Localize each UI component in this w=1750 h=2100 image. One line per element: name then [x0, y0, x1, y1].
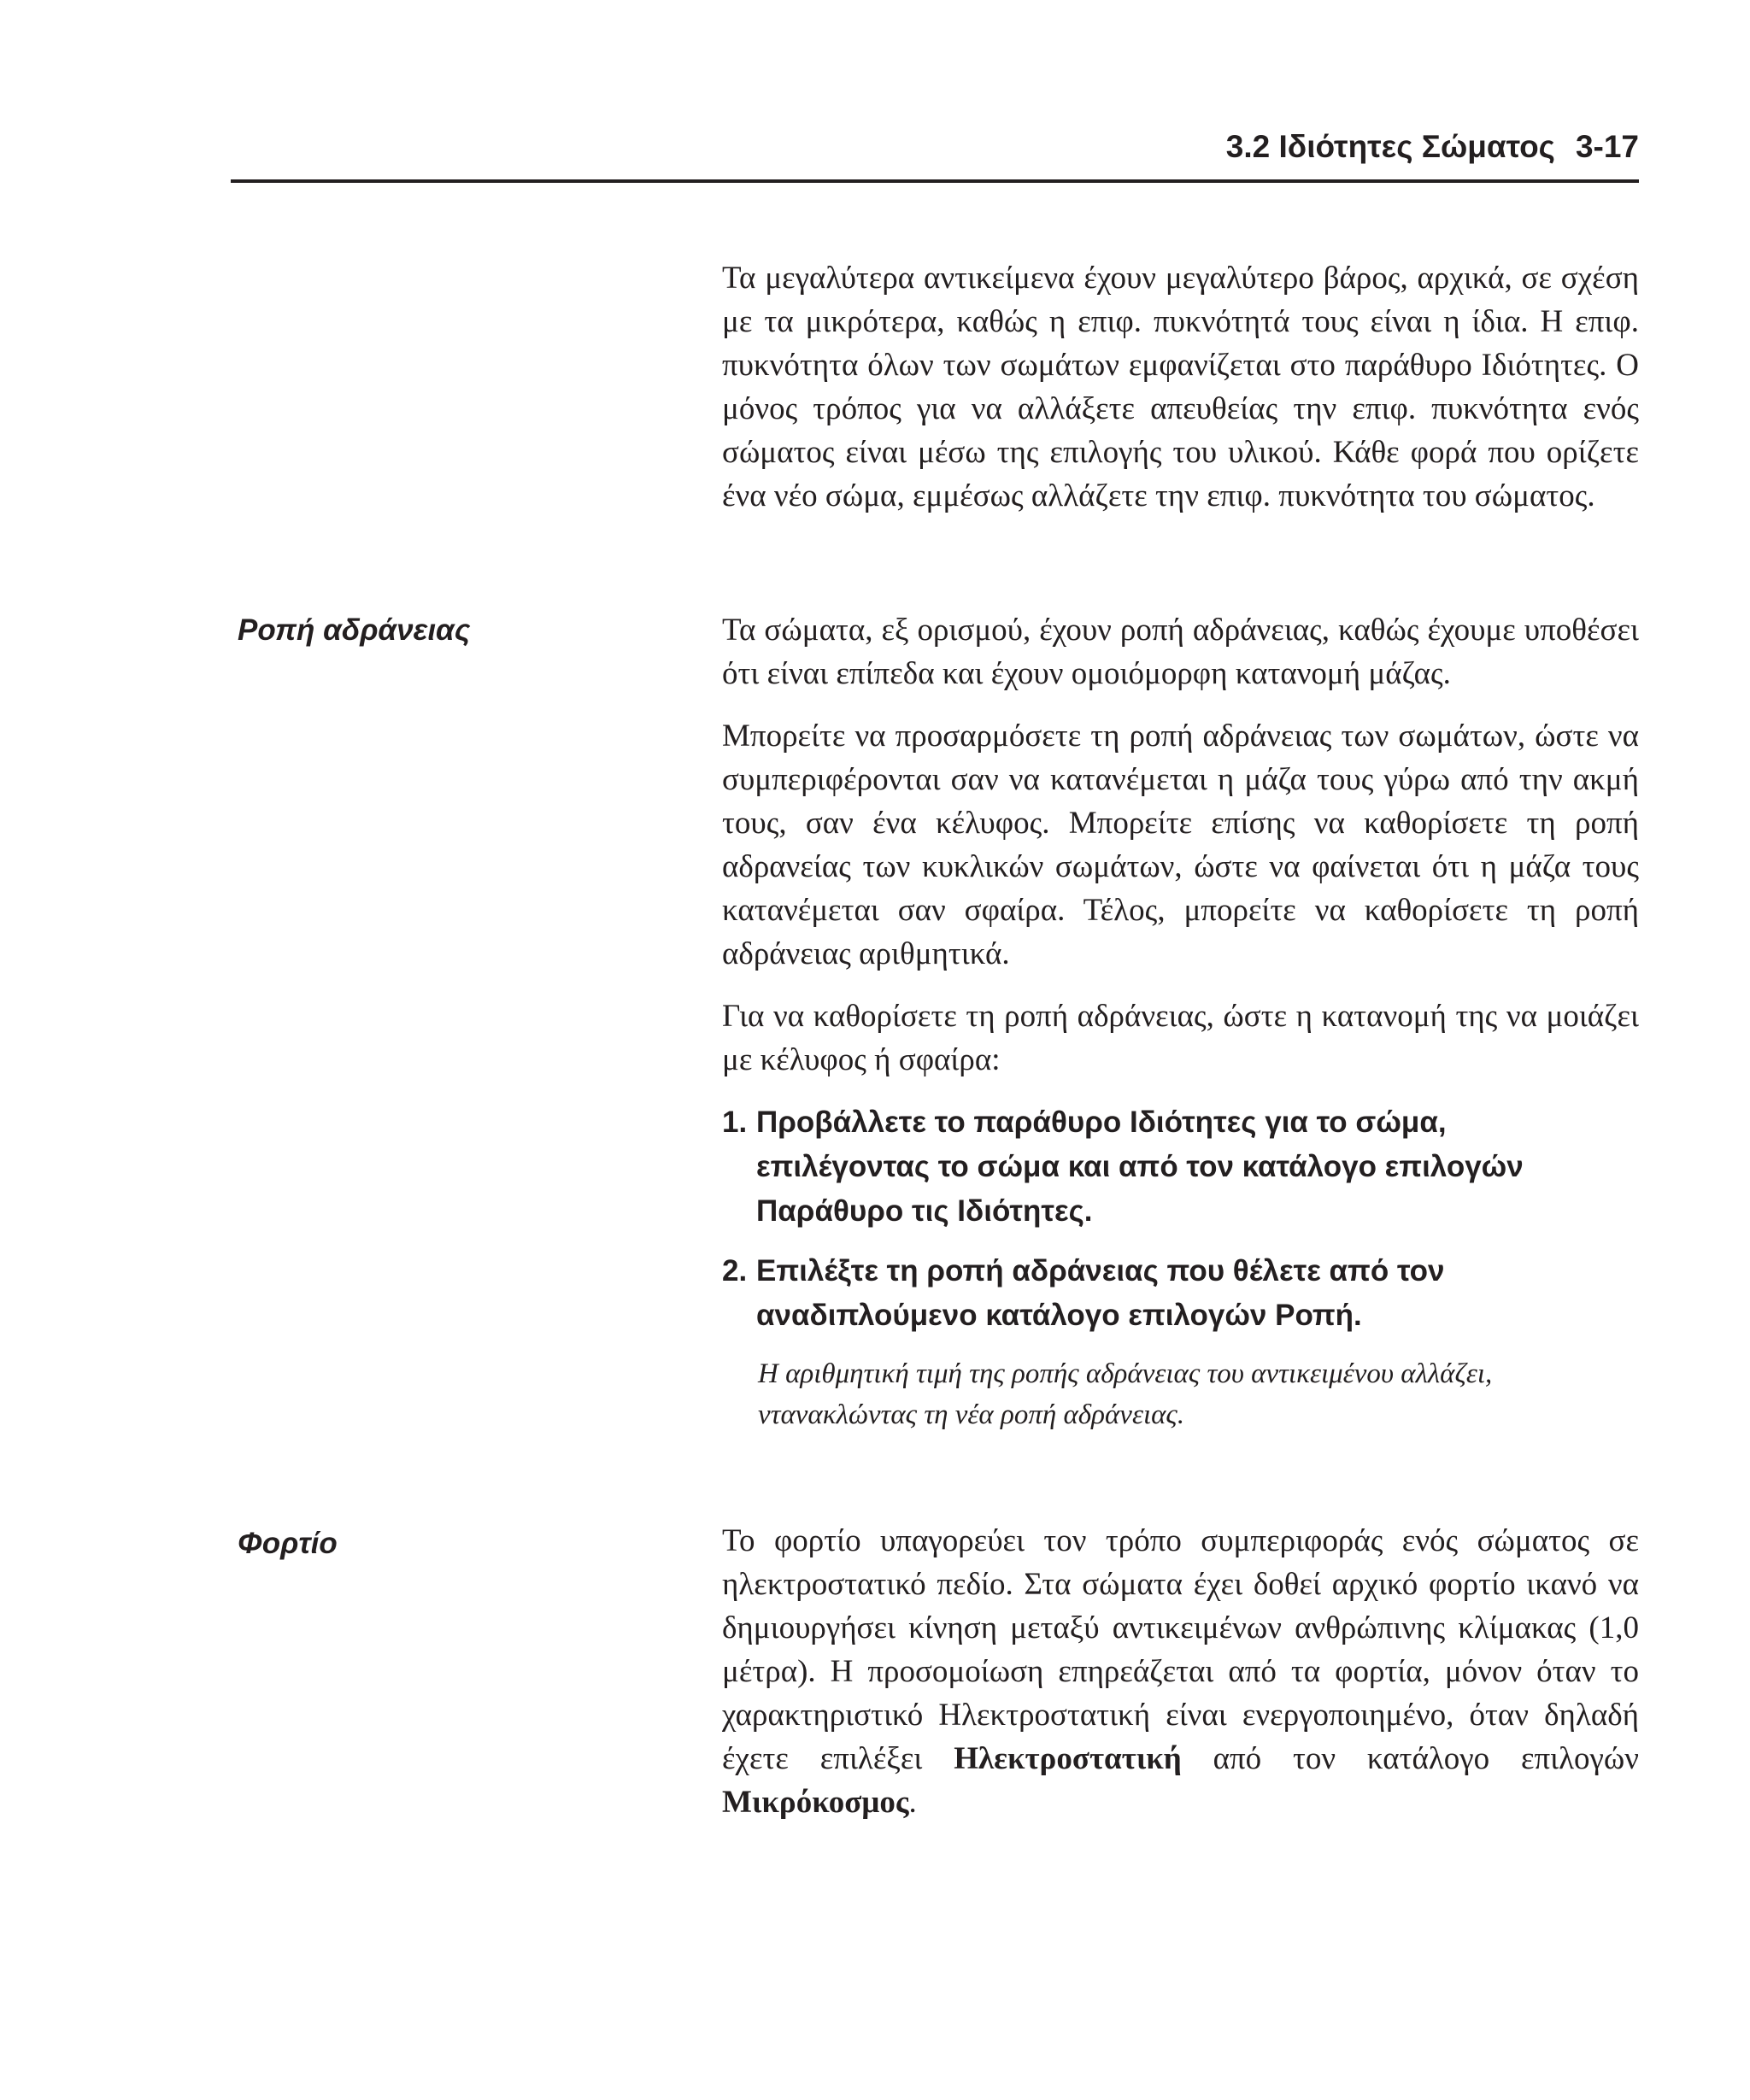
charge-block — [722, 1519, 1639, 1824]
inertia-paragraph-2: Μπορείτε να προσαρμόσετε τη ροπή αδράνειας των σωμάτων, ώστε να συμπεριφέρονται σαν να κατανέμεται η μάζα τους γύρω από την ακμή τους, σαν ένα κέλυφος. Μπορείτε επίσης να καθορίσετε τη ροπή αδρανείας των κυκλικών σωμάτων, ώστε να φαίνεται ότι η μάζα τους κατανέμεται σαν σφαίρα. Τέλος, μπορείτε να καθορίσετε τη ροπή αδράνειας αριθμητικά. — [722, 719, 1639, 971]
charge-text-middle: από τον κατάλογο επιλογών — [1181, 1741, 1639, 1776]
page-number: 3-17 — [1575, 129, 1639, 164]
step-2-number: 2. — [722, 1254, 748, 1288]
step-1 — [722, 1100, 1594, 1234]
charge-paragraph — [722, 1519, 1639, 1824]
intro-paragraph: Τα μεγαλύτερα αντικείμενα έχουν μεγαλύτερο βάρος, αρχικά, σε σχέση με τα μικρότερα, καθώς η επιφ. πυκνότητά τους είναι η ίδια. Η επιφ. πυκνότητα όλων των σωμάτων εμφανίζεται στο παράθυρο Ιδιότητες. Ο μόνος τρόπος για να αλλάξετε απευθείας την επιφ. πυκνότητα ενός σώματος είναι μέσω της επιλογής του υλικού. Κάθε φορά που ορίζετε ένα νέο σώμα, εμμέσως αλλάζετε την επιφ. πυκνότητα του σώματος. — [722, 261, 1639, 513]
step-2 — [722, 1249, 1594, 1338]
charge-text-before: Το φορτίο υπαγορεύει τον τρόπο συμπεριφοράς ενός σώματος σε ηλεκτροστατικό πεδίο. Στα σώματα έχει δοθεί αρχικό φορτίο ικανό να δημιουργήσει κίνηση μεταξύ αντικειμένων ανθρώπινης κλίμακας (1,0 μέτρα). Η προσομοίωση επηρεάζεται από τα φορτία, μόνον όταν το χαρακτηριστικό Ηλεκτροστατική είναι ενεργοποιημένο, όταν δηλαδή έχετε επιλέξει — [722, 1523, 1639, 1776]
intro-block — [722, 256, 1639, 518]
inertia-block — [722, 608, 1639, 1435]
term-microcosm: Μικρόκοσμος — [722, 1785, 909, 1820]
section-title: 3.2 Ιδιότητες Σώματος — [1225, 129, 1555, 164]
step-1-text: Προβάλλετε το παράθυρο Ιδιότητες για το σώμα, επιλέγοντας το σώμα και από τον κατάλογο επιλογών Παράθυρο τις Ιδιότητες. — [756, 1106, 1524, 1228]
inertia-paragraph-3: Για να καθορίσετε τη ροπή αδράνειας, ώστε η κατανομή της να μοιάζει με κέλυφος ή σφαίρα: — [722, 999, 1639, 1077]
heading-charge: Φορτίο — [238, 1527, 338, 1560]
step-2-result-note: Η αριθμητική τιμή της ροπής αδράνειας του αντικειμένου αλλάζει, ντανακλώντας τη νέα ροπή αδράνειας. — [758, 1358, 1493, 1430]
step-2-text: Επιλέξτε τη ροπή αδράνειας που θέλετε από τον αναδιπλούμενο κατάλογο επιλογών Ροπή. — [756, 1254, 1445, 1332]
page-header — [231, 128, 1639, 183]
term-electrostatic: Ηλεκτροστατική — [954, 1741, 1182, 1776]
heading-moment-of-inertia: Ροπή αδράνειας — [238, 613, 471, 647]
inertia-paragraph-1: Τα σώματα, εξ ορισμού, έχουν ροπή αδράνειας, καθώς έχουμε υποθέσει ότι είναι επίπεδα και έχουν ομοιόμορφη κατανομή μάζας. — [722, 613, 1639, 691]
running-head — [1226, 128, 1639, 166]
step-1-number: 1. — [722, 1106, 748, 1139]
charge-text-after: . — [908, 1785, 917, 1820]
